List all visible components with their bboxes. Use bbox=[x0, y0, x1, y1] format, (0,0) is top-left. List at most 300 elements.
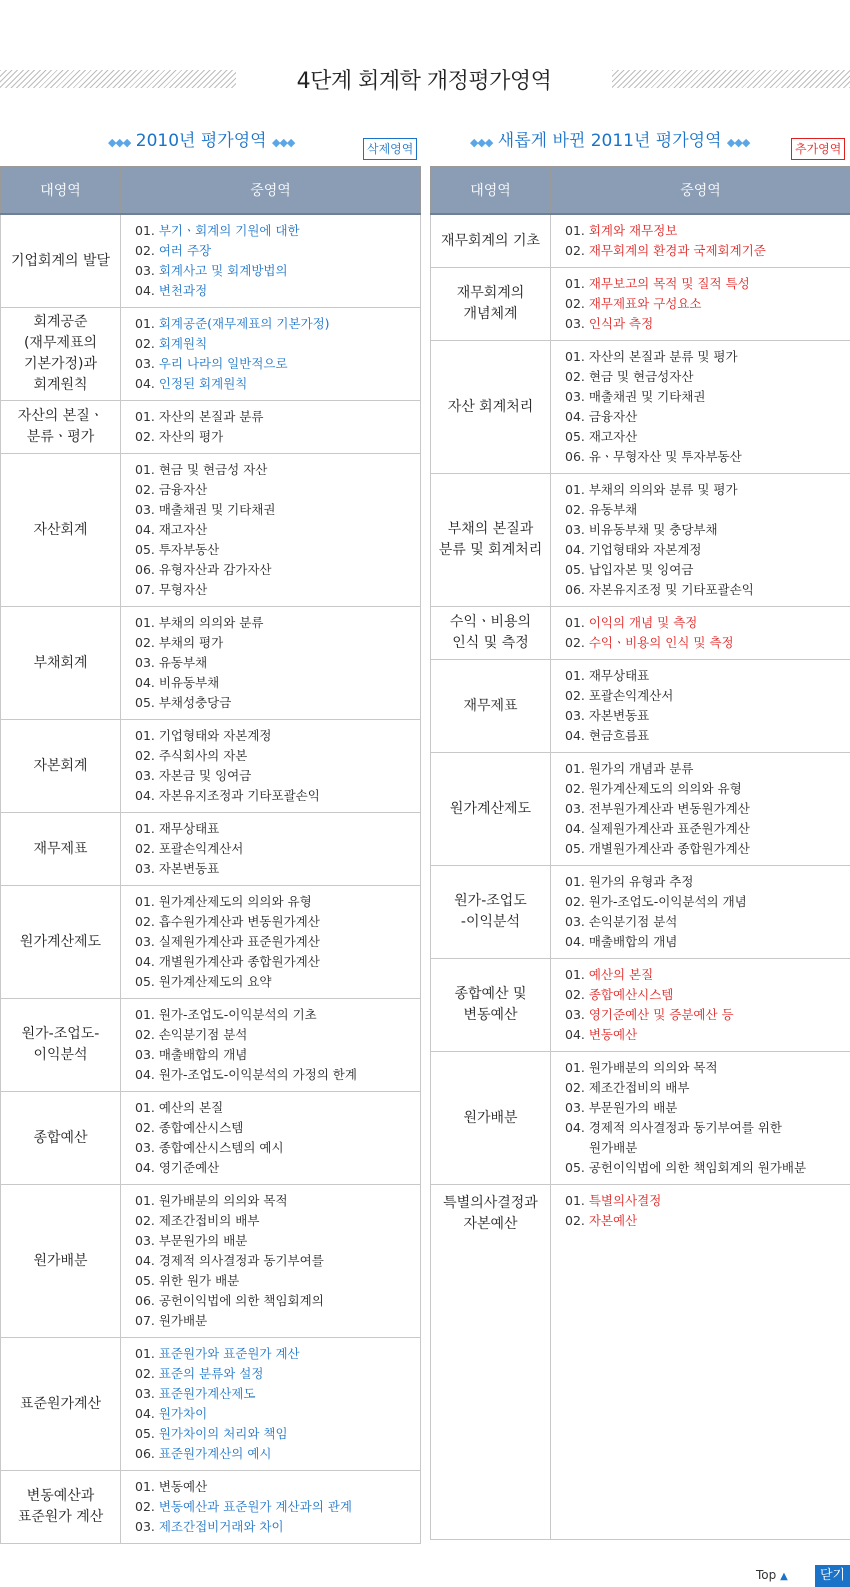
item-number: 03. bbox=[135, 1519, 159, 1534]
item-number: 03. bbox=[565, 316, 589, 331]
list-item bbox=[135, 1291, 420, 1311]
diamond-icon: ◆◆◆ bbox=[470, 136, 493, 149]
list-item bbox=[565, 872, 850, 892]
item-number: 02. bbox=[565, 688, 589, 703]
list-item bbox=[135, 334, 420, 354]
item-number: 02. bbox=[135, 914, 159, 929]
list-item bbox=[565, 540, 850, 560]
table-row bbox=[431, 474, 850, 607]
item-text: 부채성충당금 bbox=[158, 695, 232, 710]
item-text: 인정된 회계원칙 bbox=[158, 376, 248, 391]
minor-area-cell bbox=[551, 959, 850, 1052]
major-area-cell bbox=[1, 999, 121, 1092]
item-number: 02. bbox=[565, 635, 589, 650]
item-text: 매출채권 및 기타채권 bbox=[588, 389, 706, 404]
major-area-label: 인식 및 측정 bbox=[452, 635, 529, 651]
item-text: 제조간접비의 배부 bbox=[158, 1213, 260, 1228]
major-area-cell bbox=[431, 1185, 551, 1540]
list-item bbox=[565, 819, 850, 839]
item-number: 01. bbox=[135, 894, 159, 909]
item-text: 원가배분 bbox=[589, 1140, 638, 1155]
major-area-cell bbox=[1, 454, 121, 607]
item-text: 부채의 평가 bbox=[158, 635, 224, 650]
minor-area-list bbox=[565, 347, 850, 467]
item-number: 03. bbox=[135, 934, 159, 949]
table-row bbox=[431, 660, 850, 753]
table-row bbox=[431, 1185, 850, 1540]
item-text: 자본유지조정과 기타포괄손익 bbox=[158, 788, 320, 803]
item-number: 01. bbox=[135, 462, 159, 477]
item-text: 인식과 측정 bbox=[588, 316, 654, 331]
table-body bbox=[1, 214, 421, 1544]
item-number: 02. bbox=[135, 1499, 159, 1514]
major-area-label: 회계원칙 bbox=[33, 377, 88, 393]
item-text: 유ㆍ무형자산 및 투자부동산 bbox=[588, 449, 742, 464]
item-text: 매출배합의 개념 bbox=[588, 934, 678, 949]
item-text: 원가배분의 의의와 목적 bbox=[588, 1060, 718, 1075]
item-text: 재고자산 bbox=[158, 522, 208, 537]
minor-area-cell bbox=[121, 1092, 421, 1185]
table-row bbox=[431, 214, 850, 268]
major-area-label: 기본가정)과 bbox=[23, 356, 98, 372]
minor-area-list bbox=[135, 892, 420, 992]
item-number: 03. bbox=[135, 1140, 159, 1155]
top-link-label: Top bbox=[756, 1568, 777, 1582]
item-text: 매출채권 및 기타채권 bbox=[158, 502, 276, 517]
list-item bbox=[135, 726, 420, 746]
list-item bbox=[565, 580, 850, 600]
major-area-cell bbox=[1, 607, 121, 720]
item-text: 변동예산 bbox=[158, 1479, 208, 1494]
item-number: 04. bbox=[135, 283, 159, 298]
item-text: 자본금 및 잉여금 bbox=[158, 768, 252, 783]
list-item bbox=[565, 407, 850, 427]
item-number: 06. bbox=[135, 1293, 159, 1308]
item-text: 공헌이익법에 의한 책임회계의 bbox=[158, 1293, 324, 1308]
list-item bbox=[135, 1158, 420, 1178]
list-item bbox=[135, 460, 420, 480]
item-text: 부문원가의 배분 bbox=[588, 1100, 678, 1115]
item-text: 손익분기점 분석 bbox=[158, 1027, 248, 1042]
minor-area-cell bbox=[551, 866, 850, 959]
item-text: 원가의 유형과 추정 bbox=[588, 874, 694, 889]
list-item bbox=[565, 726, 850, 746]
item-number: 04. bbox=[135, 376, 159, 391]
item-number: 05. bbox=[565, 429, 589, 444]
minor-area-list bbox=[135, 1098, 420, 1178]
minor-area-list bbox=[565, 965, 850, 1045]
major-area-label: 분류 및 회계처리 bbox=[438, 542, 543, 558]
major-area-label: 자본예산 bbox=[463, 1216, 518, 1232]
list-item bbox=[135, 892, 420, 912]
item-text: 금융자산 bbox=[588, 409, 638, 424]
table-row bbox=[431, 866, 850, 959]
item-text: 회계원칙 bbox=[158, 336, 208, 351]
major-area-label: 회계공준 bbox=[33, 314, 88, 330]
list-item bbox=[565, 447, 850, 467]
major-area-label: 재무제표 bbox=[33, 840, 88, 857]
list-item bbox=[565, 613, 850, 633]
minor-area-list bbox=[135, 613, 420, 713]
major-area-label: 기업회계의 발달 bbox=[10, 252, 111, 269]
list-item bbox=[135, 1517, 420, 1537]
list-item bbox=[565, 294, 850, 314]
table-2010-areas bbox=[0, 166, 421, 1544]
item-text: 우리 나라의 일반적으로 bbox=[158, 356, 288, 371]
list-item bbox=[565, 839, 850, 859]
list-item bbox=[135, 912, 420, 932]
table-row bbox=[1, 886, 421, 999]
diamond-icon: ◆◆◆ bbox=[726, 136, 750, 149]
item-text: 납입자본 및 잉여금 bbox=[588, 562, 694, 577]
list-item bbox=[135, 952, 420, 972]
item-text: 회계공준(재무제표의 기본가정) bbox=[158, 316, 330, 331]
list-item bbox=[135, 673, 420, 693]
list-item bbox=[135, 839, 420, 859]
list-item bbox=[135, 746, 420, 766]
item-number: 03. bbox=[565, 801, 589, 816]
diamond-icon: ◆◆◆ bbox=[108, 136, 131, 149]
item-text: 여러 주장 bbox=[158, 243, 212, 258]
list-item bbox=[135, 241, 420, 261]
item-text: 영기준예산 bbox=[158, 1160, 220, 1175]
minor-area-list bbox=[135, 460, 420, 600]
top-link[interactable] bbox=[756, 1568, 788, 1582]
major-area-label: 변동예산 bbox=[463, 1007, 518, 1023]
minor-area-cell bbox=[121, 813, 421, 886]
item-number: 01. bbox=[565, 276, 589, 291]
item-number: 02. bbox=[565, 296, 589, 311]
item-number: 01. bbox=[135, 615, 159, 630]
item-number: 02. bbox=[135, 1366, 159, 1381]
minor-area-cell bbox=[121, 720, 421, 813]
item-number: 05. bbox=[135, 974, 159, 989]
table-row bbox=[1, 1092, 421, 1185]
major-area-cell bbox=[431, 753, 551, 866]
item-number: 02. bbox=[565, 502, 589, 517]
item-text: 자산의 평가 bbox=[158, 429, 224, 444]
table-row bbox=[1, 308, 421, 401]
item-number: 03. bbox=[565, 522, 589, 537]
list-item bbox=[135, 1025, 420, 1045]
list-item bbox=[565, 1138, 850, 1158]
major-area-label: -이익분석 bbox=[460, 914, 521, 930]
item-number: 01. bbox=[565, 615, 589, 630]
minor-area-cell bbox=[551, 660, 850, 753]
item-number: 01. bbox=[565, 349, 589, 364]
list-item bbox=[565, 241, 850, 261]
item-number: 03. bbox=[135, 861, 159, 876]
table-row bbox=[1, 1185, 421, 1338]
added-area-label: 추가영역 bbox=[791, 138, 845, 160]
major-area-cell bbox=[431, 214, 551, 268]
minor-area-list bbox=[565, 221, 850, 261]
item-text: 원가배분 bbox=[158, 1313, 208, 1328]
item-number: 02. bbox=[565, 1080, 589, 1095]
item-number: 01. bbox=[135, 1100, 159, 1115]
item-number: 03. bbox=[565, 1100, 589, 1115]
minor-area-list bbox=[565, 759, 850, 859]
item-number: 01. bbox=[565, 482, 589, 497]
minor-area-cell bbox=[121, 401, 421, 454]
item-number: 04. bbox=[565, 1120, 589, 1135]
deleted-area-label: 삭제영역 bbox=[363, 138, 417, 160]
item-number: 04. bbox=[135, 1406, 159, 1421]
item-number: 04. bbox=[565, 821, 589, 836]
item-number: 03. bbox=[135, 768, 159, 783]
minor-area-list bbox=[565, 274, 850, 334]
list-item bbox=[135, 520, 420, 540]
item-number: 01. bbox=[565, 874, 589, 889]
item-number: 02. bbox=[565, 987, 589, 1002]
item-text: 포괄손익계산서 bbox=[588, 688, 674, 703]
list-item bbox=[135, 314, 420, 334]
item-text: 원가차이 bbox=[158, 1406, 208, 1421]
list-item bbox=[135, 1364, 420, 1384]
minor-area-cell bbox=[121, 1471, 421, 1544]
item-text: 자본유지조정 및 기타포괄손익 bbox=[588, 582, 754, 597]
item-text: 변동예산과 표준원가 계산과의 관계 bbox=[158, 1499, 352, 1514]
list-item bbox=[135, 1424, 420, 1444]
major-area-cell bbox=[1, 813, 121, 886]
minor-area-list bbox=[565, 1058, 850, 1178]
minor-area-cell bbox=[121, 1338, 421, 1471]
minor-area-cell bbox=[121, 886, 421, 999]
item-text: 재고자산 bbox=[588, 429, 638, 444]
list-item bbox=[135, 1344, 420, 1364]
item-text: 공헌이익법에 의한 책임회계의 원가배분 bbox=[588, 1160, 807, 1175]
list-item bbox=[565, 1078, 850, 1098]
list-item bbox=[135, 540, 420, 560]
list-item bbox=[565, 779, 850, 799]
item-number: 02. bbox=[135, 243, 159, 258]
list-item bbox=[565, 892, 850, 912]
item-text: 원가계산제도의 의의와 유형 bbox=[158, 894, 312, 909]
page-title: 4단계 회계학 개정평가영역 bbox=[296, 69, 552, 94]
item-text: 부기ㆍ회계의 기원에 대한 bbox=[158, 223, 300, 238]
list-item bbox=[565, 985, 850, 1005]
item-text: 실제원가계산과 표준원가계산 bbox=[588, 821, 750, 836]
item-number: 02. bbox=[135, 635, 159, 650]
item-text: 자본변동표 bbox=[588, 708, 650, 723]
item-number: 02. bbox=[135, 748, 159, 763]
list-item bbox=[565, 633, 850, 653]
item-text: 재무상태표 bbox=[588, 668, 650, 683]
item-number: 01. bbox=[135, 409, 159, 424]
item-text: 원가-조업도-이익분석의 개념 bbox=[588, 894, 747, 909]
list-item bbox=[565, 666, 850, 686]
minor-area-list bbox=[135, 221, 420, 301]
minor-area-list bbox=[135, 407, 420, 447]
table-row bbox=[1, 401, 421, 454]
left-section-heading bbox=[108, 126, 294, 151]
list-item bbox=[135, 261, 420, 281]
major-area-label: 이익분석 bbox=[33, 1047, 88, 1063]
table-row bbox=[1, 999, 421, 1092]
item-text: 자본예산 bbox=[588, 1213, 638, 1228]
item-number: 02. bbox=[565, 1213, 589, 1228]
major-area-label: 자산 회계처리 bbox=[447, 398, 534, 415]
list-item bbox=[135, 500, 420, 520]
major-area-label: 재무제표 bbox=[463, 697, 518, 714]
header-minor-area: 중영역 bbox=[551, 167, 850, 215]
list-item bbox=[135, 859, 420, 879]
major-area-cell bbox=[431, 660, 551, 753]
list-item bbox=[135, 580, 420, 600]
list-item bbox=[135, 766, 420, 786]
item-number: 02. bbox=[565, 243, 589, 258]
list-item bbox=[565, 1118, 850, 1138]
major-area-cell bbox=[431, 474, 551, 607]
list-item bbox=[565, 1191, 850, 1211]
list-item bbox=[135, 633, 420, 653]
item-number: 05. bbox=[565, 1160, 589, 1175]
item-text: 포괄손익계산서 bbox=[158, 841, 244, 856]
list-item bbox=[135, 972, 420, 992]
list-item bbox=[135, 1045, 420, 1065]
item-number: 06. bbox=[565, 582, 589, 597]
list-item bbox=[135, 560, 420, 580]
item-number: 03. bbox=[565, 914, 589, 929]
list-item bbox=[565, 799, 850, 819]
table-row bbox=[1, 607, 421, 720]
item-text: 자산의 본질과 분류 bbox=[158, 409, 264, 424]
left-section-title: 2010년 평가영역 bbox=[135, 131, 267, 151]
item-number: 04. bbox=[135, 1160, 159, 1175]
item-text: 표준원가계산의 예시 bbox=[158, 1446, 272, 1461]
list-item bbox=[565, 932, 850, 952]
item-number: 04. bbox=[135, 522, 159, 537]
item-text: 회계와 재무정보 bbox=[588, 223, 678, 238]
item-number: 01. bbox=[135, 1346, 159, 1361]
item-text: 비유동부채 및 충당부채 bbox=[588, 522, 718, 537]
major-area-cell bbox=[431, 341, 551, 474]
item-text: 원가의 개념과 분류 bbox=[588, 761, 694, 776]
item-text: 이익의 개념 및 측정 bbox=[588, 615, 698, 630]
item-text: 투자부동산 bbox=[158, 542, 220, 557]
minor-area-cell bbox=[121, 214, 421, 308]
list-item bbox=[565, 965, 850, 985]
header-major-area: 대영역 bbox=[1, 167, 121, 215]
close-button[interactable]: 닫기 bbox=[815, 1565, 850, 1587]
list-item bbox=[135, 354, 420, 374]
item-number: 04. bbox=[135, 1067, 159, 1082]
item-text: 재무상태표 bbox=[158, 821, 220, 836]
table-header-row bbox=[1, 167, 421, 215]
major-area-label: 원가-조업도- bbox=[21, 1026, 100, 1042]
list-item bbox=[135, 932, 420, 952]
major-area-label: 개념체계 bbox=[463, 306, 518, 322]
list-item bbox=[135, 1211, 420, 1231]
up-arrow-icon: ▲ bbox=[780, 1571, 788, 1582]
list-item bbox=[565, 1158, 850, 1178]
list-item bbox=[565, 560, 850, 580]
item-text: 무형자산 bbox=[158, 582, 208, 597]
item-number: 02. bbox=[565, 894, 589, 909]
table-row bbox=[431, 607, 850, 660]
major-area-label: 표준원가계산 bbox=[19, 1395, 102, 1412]
item-text: 원가-조업도-이익분석의 가정의 한계 bbox=[158, 1067, 357, 1082]
table-row bbox=[1, 720, 421, 813]
major-area-cell bbox=[431, 268, 551, 341]
major-area-cell bbox=[1, 214, 121, 308]
major-area-label: 재무회계의 기초 bbox=[440, 232, 541, 249]
item-text: 개별원가계산과 종합원가계산 bbox=[588, 841, 750, 856]
table-2011-areas bbox=[430, 166, 850, 1540]
item-number: 01. bbox=[135, 728, 159, 743]
major-area-cell bbox=[1, 1092, 121, 1185]
item-text: 변동예산 bbox=[588, 1027, 638, 1042]
title-decoration-right bbox=[612, 70, 850, 88]
minor-area-list bbox=[135, 314, 420, 394]
item-number: 01. bbox=[135, 1479, 159, 1494]
item-number: 03. bbox=[565, 389, 589, 404]
item-number: 04. bbox=[565, 409, 589, 424]
minor-area-cell bbox=[121, 607, 421, 720]
item-number: 01. bbox=[565, 1193, 589, 1208]
item-number: 06. bbox=[565, 449, 589, 464]
minor-area-cell bbox=[551, 474, 850, 607]
minor-area-cell bbox=[121, 1185, 421, 1338]
list-item bbox=[565, 274, 850, 294]
diamond-icon: ◆◆◆ bbox=[271, 136, 295, 149]
table-row bbox=[431, 1052, 850, 1185]
item-text: 현금 및 현금성 자산 bbox=[158, 462, 268, 477]
list-item bbox=[565, 706, 850, 726]
list-item bbox=[565, 1058, 850, 1078]
item-number: 05. bbox=[565, 562, 589, 577]
list-item bbox=[565, 520, 850, 540]
item-number: 01. bbox=[135, 316, 159, 331]
item-text: 재무제표와 구성요소 bbox=[588, 296, 702, 311]
item-text: 특별의사결정 bbox=[588, 1193, 662, 1208]
item-text: 현금흐름표 bbox=[588, 728, 650, 743]
item-number: 01. bbox=[135, 223, 159, 238]
list-item bbox=[135, 1118, 420, 1138]
item-text: 비유동부채 bbox=[158, 675, 220, 690]
item-text: 예산의 본질 bbox=[158, 1100, 224, 1115]
list-item bbox=[565, 912, 850, 932]
item-number: 04. bbox=[135, 788, 159, 803]
item-text: 영기준예산 및 증분예산 등 bbox=[588, 1007, 734, 1022]
right-section-heading bbox=[470, 126, 749, 151]
list-item bbox=[565, 1005, 850, 1025]
list-item bbox=[135, 1271, 420, 1291]
item-text: 표준의 분류와 설정 bbox=[158, 1366, 264, 1381]
minor-area-cell bbox=[551, 607, 850, 660]
list-item bbox=[135, 786, 420, 806]
major-area-label: 종합예산 및 bbox=[454, 986, 527, 1002]
list-item bbox=[135, 427, 420, 447]
item-number: 05. bbox=[135, 1273, 159, 1288]
item-number: 04. bbox=[565, 728, 589, 743]
major-area-cell bbox=[1, 1471, 121, 1544]
list-item bbox=[135, 1138, 420, 1158]
item-number: 01. bbox=[135, 1007, 159, 1022]
list-item bbox=[565, 500, 850, 520]
item-number: 04. bbox=[565, 934, 589, 949]
item-text: 예산의 본질 bbox=[588, 967, 654, 982]
major-area-cell bbox=[1, 308, 121, 401]
list-item bbox=[135, 407, 420, 427]
major-area-cell bbox=[1, 401, 121, 454]
item-number: 01. bbox=[565, 761, 589, 776]
list-item bbox=[565, 347, 850, 367]
list-item bbox=[565, 221, 850, 241]
list-item bbox=[565, 367, 850, 387]
list-item bbox=[135, 1065, 420, 1085]
list-item bbox=[565, 387, 850, 407]
